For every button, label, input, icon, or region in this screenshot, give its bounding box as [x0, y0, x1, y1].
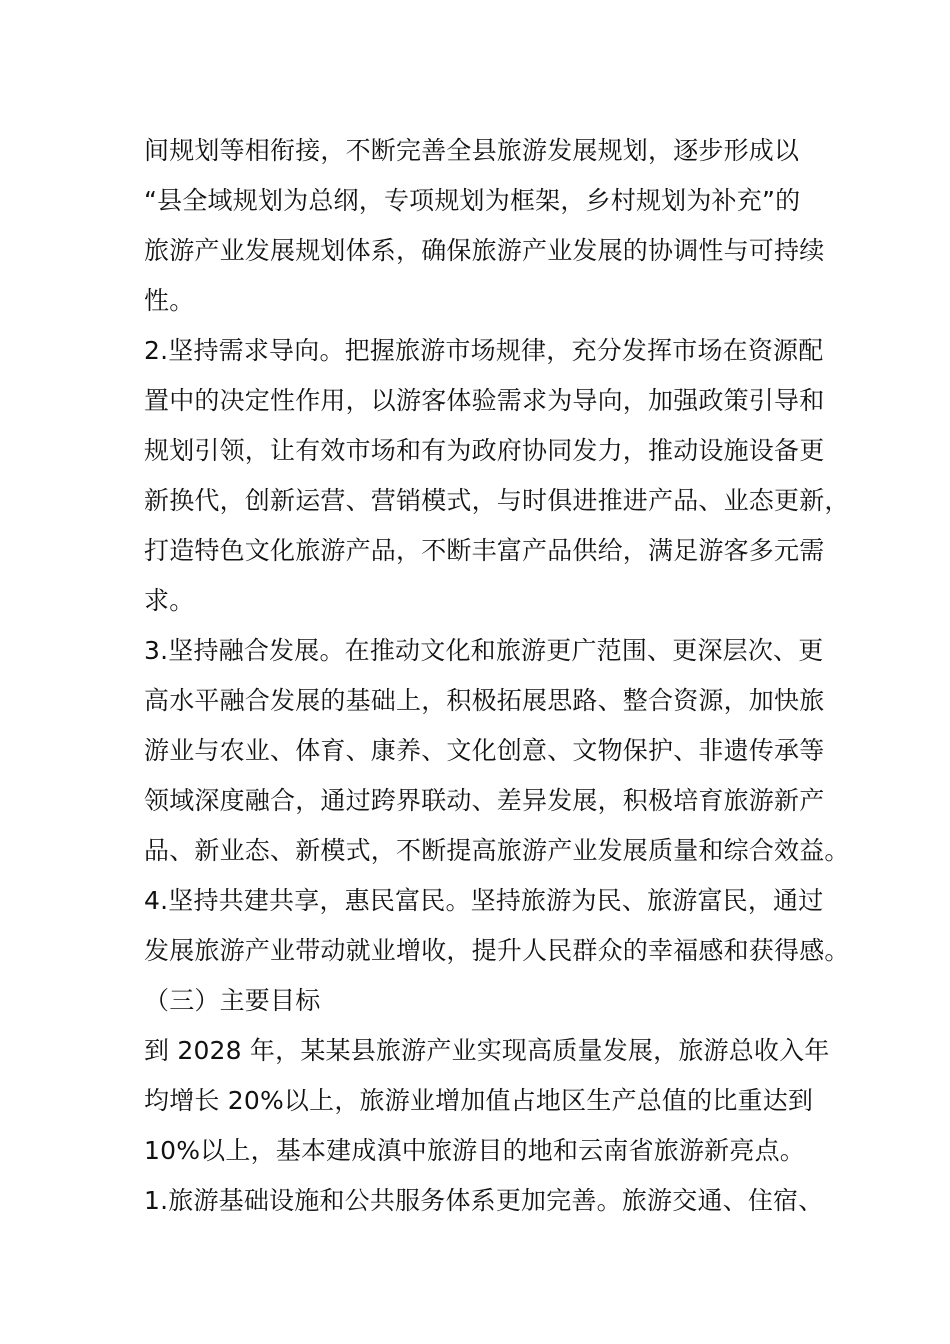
text-line: 置中的决定性作用，以游客体验需求为导向，加强政策引导和	[144, 386, 825, 415]
paragraph-heading-line: 1.旅游基础设施和公共服务体系更加完善。旅游交通、住宿、	[144, 1186, 824, 1215]
text-line: 均增长 20%以上，旅游业增加值占地区生产总值的比重达到	[144, 1086, 814, 1115]
text-line: 发展旅游产业带动就业增收，提升人民群众的幸福感和获得感。	[144, 936, 850, 965]
text-line: 求。	[144, 586, 195, 615]
text-line: 游业与农业、体育、康养、文化创意、文物保护、非遗传承等	[144, 736, 825, 765]
text-line: 10%以上，基本建成滇中旅游目的地和云南省旅游新亮点。	[144, 1136, 805, 1165]
text-line: 新换代，创新运营、营销模式，与时俱进推进产品、业态更新，	[144, 486, 850, 515]
text-line: 打造特色文化旅游产品，不断丰富产品供给，满足游客多元需	[144, 536, 825, 565]
section-heading: （三）主要目标	[144, 986, 321, 1015]
text-line: “县全域规划为总纲，专项规划为框架，乡村规划为补充”的	[144, 186, 801, 215]
text-line: 高水平融合发展的基础上，积极拓展思路、整合资源，加快旅	[144, 686, 825, 715]
paragraph-heading-line: 4.坚持共建共享，惠民富民。坚持旅游为民、旅游富民，通过	[144, 886, 824, 915]
text-line: 间规划等相衔接，不断完善全县旅游发展规划，逐步形成以	[144, 136, 800, 165]
text-line: 性。	[144, 286, 195, 315]
paragraph-heading-line: 2.坚持需求导向。把握旅游市场规律，充分发挥市场在资源配	[144, 336, 824, 365]
paragraph-heading-line: 3.坚持融合发展。在推动文化和旅游更广范围、更深层次、更	[144, 636, 824, 665]
text-line: 领域深度融合，通过跨界联动、差异发展，积极培育旅游新产	[144, 786, 825, 815]
text-line: 到 2028 年，某某县旅游产业实现高质量发展，旅游总收入年	[144, 1036, 830, 1065]
text-line: 品、新业态、新模式，不断提高旅游产业发展质量和综合效益。	[144, 836, 850, 865]
text-line: 旅游产业发展规划体系，确保旅游产业发展的协调性与可持续	[144, 236, 825, 265]
text-line: 规划引领，让有效市场和有为政府协同发力，推动设施设备更	[144, 436, 825, 465]
